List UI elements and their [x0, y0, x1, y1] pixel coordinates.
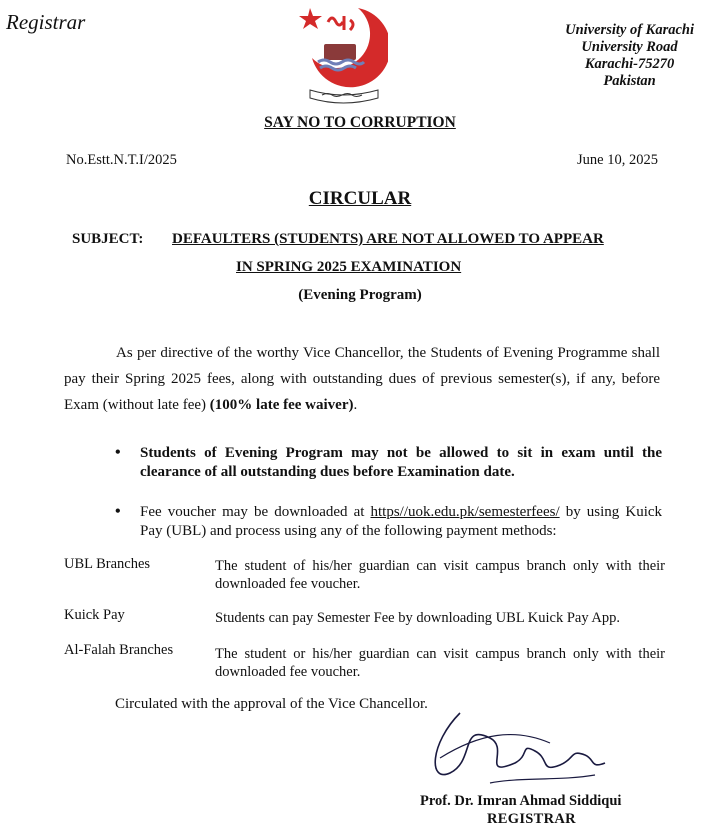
paragraph-end: .	[353, 397, 358, 413]
late-fee-waiver: (100% late fee waiver)	[209, 397, 354, 413]
bullet-icon: •	[115, 444, 121, 461]
program-label: (Evening Program)	[298, 287, 422, 303]
logo-emblem-script	[328, 16, 353, 30]
method-label-ubl: UBL Branches	[64, 556, 151, 572]
logo-star	[299, 8, 322, 29]
address-line: Pakistan	[603, 73, 656, 89]
closing-line: Circulated with the approval of the Vice Chancellor.	[115, 696, 428, 712]
signature-icon	[420, 703, 620, 801]
subject-line-2: IN SPRING 2025 EXAMINATION	[236, 259, 462, 275]
address-line: Karachi-75270	[584, 56, 675, 72]
circular-date: June 10, 2025	[577, 152, 658, 168]
address-line: University of Karachi	[565, 22, 694, 38]
method-desc-ubl: The student of his/her guardian can visit campus branch only with their downloaded fee voucher.	[215, 558, 665, 592]
fee-voucher-text-end: by using Kuick Pay (UBL) and process using any of the following payment methods:	[140, 504, 663, 539]
signatory-title: REGISTRAR	[487, 811, 576, 827]
signatory-name: Prof. Dr. Imran Ahmad Siddiqui	[420, 793, 622, 809]
bullet-fee-voucher	[140, 503, 662, 541]
reference-number: No.Estt.N.T.I/2025	[66, 152, 177, 168]
subject-label: SUBJECT:	[72, 231, 144, 247]
method-desc-kuick-pay: Students can pay Semester Fee by downloading UBL Kuick Pay App.	[215, 610, 621, 626]
body-paragraph	[64, 340, 660, 418]
method-desc-alfalah: The student or his/her guardian can visit campus branch only with their downloaded fee voucher.	[215, 646, 665, 680]
logo-banner	[310, 90, 378, 103]
address-line: University Road	[581, 39, 678, 55]
circular-heading: CIRCULAR	[308, 188, 412, 209]
fee-voucher-text: Fee voucher may be downloaded at	[140, 504, 365, 520]
bullet-icon: •	[115, 503, 121, 520]
registrar-tag: Registrar	[6, 10, 86, 34]
university-address	[565, 22, 694, 90]
semester-fees-link[interactable]: https//uok.edu.pk/semesterfees/	[370, 504, 560, 520]
logo-book	[324, 44, 356, 60]
method-label-kuick-pay: Kuick Pay	[64, 607, 125, 623]
slogan: SAY NO TO CORRUPTION	[264, 114, 456, 131]
method-label-alfalah: Al-Falah Branches	[64, 642, 174, 658]
paragraph-text: As per directive of the worthy Vice Chancellor, the Students of Evening Programme shall pay their Spring 2025 fees, along with outstanding dues of previous semester(s), if any, before Exam (without late fee)	[64, 345, 660, 413]
subject-line-1: DEFAULTERS (STUDENTS) ARE NOT ALLOWED TO APPEAR	[172, 231, 604, 247]
bullet-clearance: Students of Evening Program may not be allowed to sit in exam until the clearance of all outstanding dues before Examination date.	[140, 445, 662, 480]
university-logo-icon	[298, 2, 388, 106]
